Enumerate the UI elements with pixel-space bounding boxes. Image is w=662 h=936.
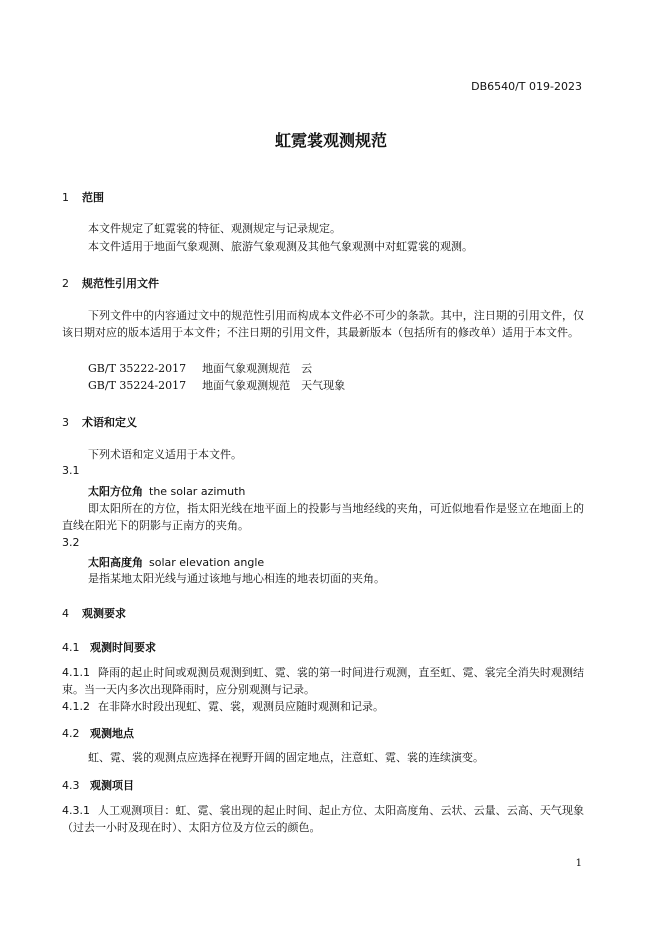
clause-text: 人工观测项目：虹、霓、裳出现的起止时间、起止方位、太阳高度角、云状、云量、云高、天气现象（过去一小时及现在时）、太阳方位及方位云的颜色。 — [62, 804, 584, 834]
clause-text: 降雨的起止时间或观测员观测到虹、霓、裳的第一时间进行观测，直至虹、霓、裳完全消失时观测结束。当一天内多次出现降雨时，应分别观测与记录。 — [62, 666, 584, 696]
clause-4-3-1 — [62, 802, 584, 836]
reference-item — [88, 377, 345, 394]
subsection-title: 观测时间要求 — [90, 641, 156, 654]
reference-code: GB/T 35224-2017 — [88, 379, 187, 392]
term-definition: 是指某地太阳光线与通过该地与地心相连的地表切面的夹角。 — [88, 572, 385, 585]
subsection-number: 4.3 — [62, 779, 80, 792]
term-number: 3.2 — [62, 536, 80, 549]
subsection-title: 观测地点 — [90, 727, 134, 740]
term-en: solar elevation angle — [149, 556, 265, 569]
page-number: 1 — [575, 858, 582, 869]
subsection-4-2-heading — [62, 725, 134, 741]
clause-number: 4.3.1 — [62, 804, 90, 817]
section-number: 1 — [62, 191, 69, 204]
term-en: the solar azimuth — [149, 485, 246, 498]
section-number: 3 — [62, 416, 69, 429]
paragraph: 下列术语和定义适用于本文件。 — [88, 448, 242, 461]
subsection-title: 观测项目 — [90, 779, 134, 792]
clause-number: 4.1.2 — [62, 700, 90, 713]
clause-number: 4.1.1 — [62, 666, 90, 679]
clause-text: 在非降水时段出现虹、霓、裳，观测员应随时观测和记录。 — [98, 700, 384, 713]
term-number: 3.1 — [62, 464, 80, 477]
subsection-4-3-heading — [62, 777, 134, 793]
section-number: 4 — [62, 607, 69, 620]
term-heading — [88, 554, 264, 570]
reference-code: GB/T 35222-2017 — [88, 362, 187, 375]
section-number: 2 — [62, 277, 69, 290]
document-number: DB6540/T 019-2023 — [471, 80, 582, 93]
section-4-heading — [62, 605, 126, 621]
section-title: 术语和定义 — [82, 416, 137, 429]
section-title: 观测要求 — [82, 607, 126, 620]
page-title: 虹霓裳观测规范 — [274, 131, 387, 150]
section-2-heading — [62, 275, 159, 291]
reference-name: 地面气象观测规范 天气现象 — [202, 379, 346, 392]
paragraph: 下列文件中的内容通过文中的规范性引用而构成本文件必不可少的条款。其中，注日期的引用文件，仅该日期对应的版本适用于本文件；不注日期的引用文件，其最新版本（包括所有的修改单）适用于本文件。 — [62, 309, 584, 339]
section-1-heading — [62, 189, 104, 205]
section-3-heading — [62, 414, 137, 430]
reference-item — [88, 360, 312, 377]
section-title: 范围 — [82, 191, 104, 204]
subsection-4-1-heading — [62, 639, 156, 655]
clause-4-1-2 — [62, 698, 584, 715]
reference-name: 地面气象观测规范 云 — [202, 362, 313, 375]
term-zh: 太阳高度角 — [88, 556, 143, 569]
paragraph: 虹、霓、裳的观测点应选择在视野开阔的固定地点，注意虹、霓、裳的连续演变。 — [88, 751, 484, 764]
subsection-number: 4.2 — [62, 727, 80, 740]
clause-4-1-1 — [62, 664, 584, 698]
term-heading — [88, 483, 245, 499]
subsection-number: 4.1 — [62, 641, 80, 654]
term-zh: 太阳方位角 — [88, 485, 143, 498]
term-definition: 即太阳所在的方位，指太阳光线在地平面上的投影与当地经线的夹角，可近似地看作是竖立在地面上的直线在阳光下的阴影与正南方的夹角。 — [62, 502, 584, 532]
section-title: 规范性引用文件 — [82, 277, 159, 290]
paragraph: 本文件规定了虹霓裳的特征、观测规定与记录规定。 — [88, 222, 341, 235]
paragraph: 本文件适用于地面气象观测、旅游气象观测及其他气象观测中对虹霓裳的观测。 — [88, 240, 473, 253]
